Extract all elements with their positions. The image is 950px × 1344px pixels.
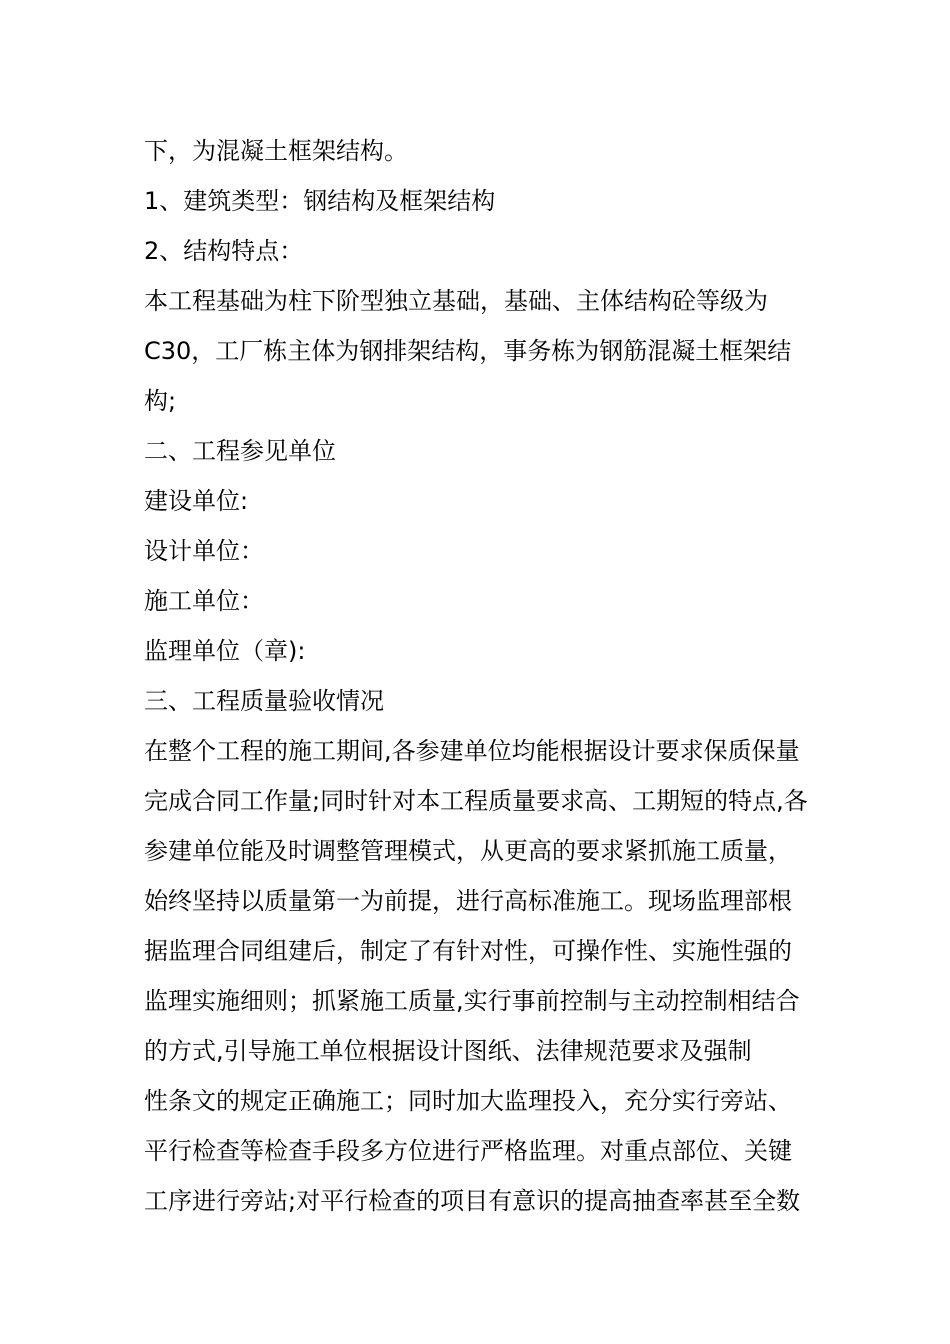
text-line: 2、结构特点： [144, 237, 304, 265]
section-heading: 三、工程质量验收情况 [144, 687, 384, 715]
document-body [144, 126, 812, 1226]
text-line: 工序进行旁站;对平行检查的项目有意识的提高抽查率甚至全数 [144, 1187, 801, 1215]
text-line: 的方式,引导施工单位根据设计图纸、法律规范要求及强制 [144, 1037, 752, 1065]
text-line: 下，为混凝土框架结构。 [144, 137, 408, 165]
text-line: 性条文的规定正确施工；同时加大监理投入，充分实行旁站、 [144, 1087, 792, 1115]
text-line: 设计单位： [144, 537, 264, 565]
text-line: 监理单位（章): [144, 637, 306, 665]
text-line: 据监理合同组建后，制定了有针对性，可操作性、实施性强的 [144, 937, 792, 965]
text-line: 参建单位能及时调整管理模式，从更高的要求紧抓施工质量， [144, 837, 792, 865]
text-line: 始终坚持以质量第一为前提，进行高标准施工。现场监理部根 [144, 887, 792, 915]
text-line: C30，工厂栋主体为钢排架结构，事务栋为钢筋混凝土框架结 [144, 337, 792, 365]
text-line: 本工程基础为柱下阶型独立基础，基础、主体结构砼等级为 [144, 287, 768, 315]
text-line: 施工单位： [144, 587, 264, 615]
text-line: 构; [144, 387, 177, 415]
text-line: 监理实施细则；抓紧施工质量,实行事前控制与主动控制相结合 [144, 987, 800, 1015]
text-line: 建设单位: [144, 487, 249, 515]
section-heading: 二、工程参见单位 [144, 437, 336, 465]
text-line: 完成合同工作量;同时针对本工程质量要求高、工期短的特点,各 [144, 787, 808, 815]
text-line: 1、建筑类型：钢结构及框架结构 [144, 187, 496, 215]
text-line: 在整个工程的施工期间,各参建单位均能根据设计要求保质保量 [144, 737, 800, 765]
text-line: 平行检查等检查手段多方位进行严格监理。对重点部位、关键 [144, 1137, 792, 1165]
